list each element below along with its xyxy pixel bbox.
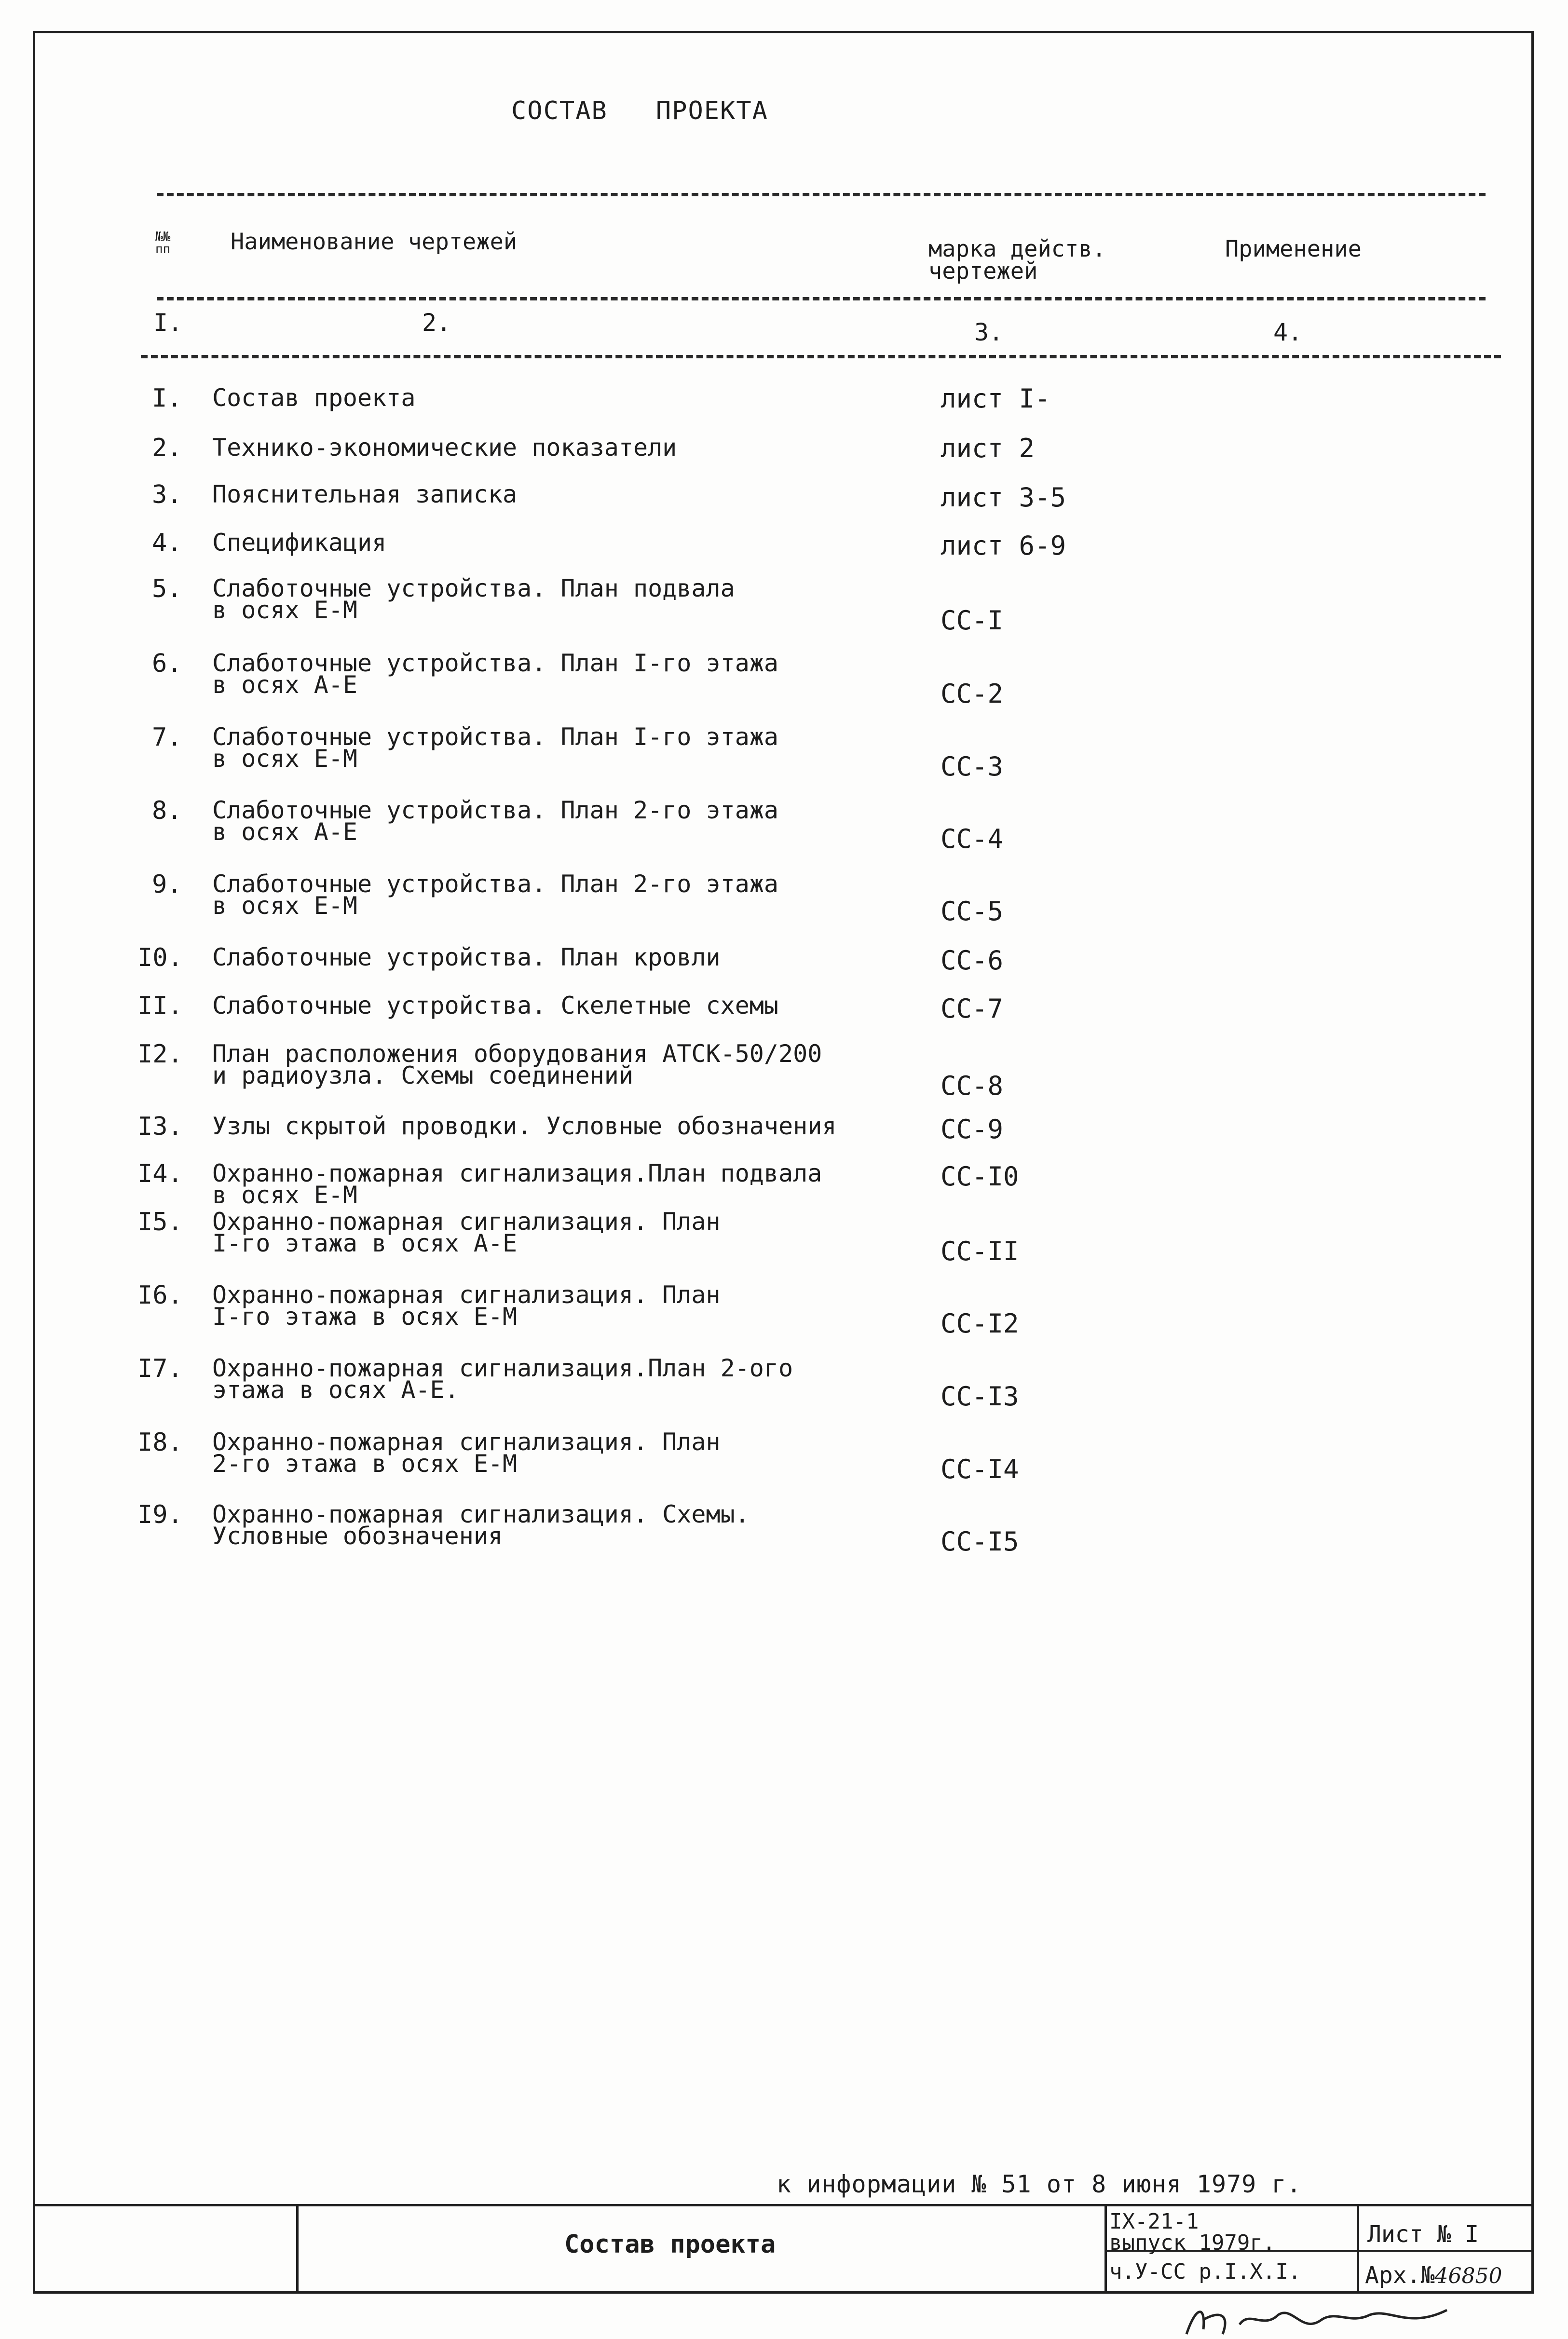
row-number: 6. — [152, 649, 182, 678]
row-drawing-mark: СС-I5 — [941, 1526, 1019, 1557]
row-drawing-name — [212, 1281, 936, 1331]
row-name-line1: Слаботочные устройства. План I-го этажа — [212, 723, 778, 751]
row-drawing-mark: СС-II — [941, 1236, 1019, 1266]
header-dashed-line-middle — [157, 297, 1486, 300]
title-block-top-line — [33, 2204, 1534, 2206]
row-name-line1: Состав проекта — [212, 384, 416, 412]
row-name-line2: в осях А-Е — [212, 671, 358, 699]
column-header-usage: Применение — [1225, 236, 1362, 262]
row-name-line1: Слаботочные устройства. Скелетные схемы — [212, 992, 778, 1020]
row-drawing-mark: СС-7 — [941, 993, 1004, 1024]
row-drawing-name — [212, 796, 936, 846]
column-header-mark-line1: марка действ. — [928, 236, 1106, 262]
row-name-line1: Слаботочные устройства. План кровли — [212, 943, 721, 971]
row-name-line1: Охранно-пожарная сигнализация. План — [212, 1208, 721, 1236]
row-drawing-mark: СС-I3 — [941, 1381, 1019, 1412]
header-dashed-line-top — [157, 193, 1486, 196]
row-name-line2: в осях Е-М — [212, 1181, 358, 1209]
row-drawing-name — [212, 386, 936, 410]
title-block-divider-2 — [1104, 2204, 1107, 2294]
row-name-line1: План расположения оборудования АТСК-50/200 — [212, 1040, 822, 1068]
row-drawing-name — [212, 870, 936, 920]
title-block-name: Состав проекта — [564, 2230, 776, 2259]
series-code: IX-21-1 — [1109, 2209, 1199, 2234]
row-name-line1: Слаботочные устройства. План I-го этажа — [212, 649, 778, 677]
row-name-line2: и радиоузла. Схемы соединений — [212, 1061, 633, 1089]
row-number: II. — [137, 992, 183, 1020]
row-number: 9. — [152, 870, 182, 899]
title-block-divider-3 — [1357, 2204, 1359, 2294]
information-reference: к информации № 51 от 8 июня 1979 г. — [777, 2170, 1302, 2198]
row-name-line1: Спецификация — [212, 529, 387, 557]
row-drawing-mark: СС-I2 — [941, 1308, 1019, 1339]
row-drawing-name — [212, 530, 936, 555]
row-drawing-name — [212, 1208, 936, 1257]
signature-icon — [1177, 2300, 1476, 2339]
row-drawing-name — [212, 1428, 936, 1478]
title-word-1: СОСТАВ — [511, 96, 608, 125]
row-name-line2: в осях А-Е — [212, 818, 358, 846]
row-name-line2: в осях Е-М — [212, 745, 358, 773]
row-number: I0. — [137, 943, 183, 972]
row-drawing-mark: СС-8 — [941, 1071, 1004, 1101]
row-drawing-mark: СС-4 — [941, 824, 1004, 854]
title-block-divider-1 — [296, 2204, 299, 2294]
row-number: I5. — [137, 1208, 183, 1237]
row-drawing-mark: СС-6 — [941, 945, 1004, 976]
frame-border-left — [33, 31, 35, 2294]
row-name-line2: в осях Е-М — [212, 892, 358, 920]
sheet-number: Лист № I — [1367, 2221, 1479, 2248]
row-drawing-mark: СС-I — [941, 605, 1004, 636]
row-drawing-mark: СС-I4 — [941, 1454, 1019, 1484]
frame-border-right — [1531, 31, 1534, 2294]
row-drawing-name — [212, 1159, 936, 1209]
row-drawing-name — [212, 723, 936, 773]
row-number: I3. — [137, 1112, 183, 1141]
column-number-2: 2. — [422, 309, 451, 337]
row-number: 5. — [152, 574, 182, 603]
row-number: 2. — [152, 434, 182, 462]
row-drawing-mark: СС-3 — [941, 751, 1004, 782]
row-name-line1: Пояснительная записка — [212, 480, 518, 508]
row-number: I. — [152, 384, 182, 413]
row-drawing-mark: лист I- — [941, 383, 1050, 414]
row-number: 3. — [152, 480, 182, 509]
column-number-1: I. — [153, 309, 183, 337]
title-word-2: ПРОЕКТА — [655, 96, 768, 125]
archive-number-field — [1365, 2262, 1502, 2289]
row-name-line1: Узлы скрытой проводки. Условные обозначения — [212, 1112, 837, 1140]
row-drawing-name — [212, 482, 936, 506]
column-header-mark-line2: чертежей — [928, 258, 1038, 285]
row-drawing-name — [212, 1354, 936, 1404]
row-drawing-name — [212, 574, 936, 624]
row-number: 4. — [152, 529, 182, 558]
title-block-part-code: ч.У-СС р.I.Х.I. — [1109, 2259, 1301, 2284]
row-name-line1: Охранно-пожарная сигнализация.План 2-ого — [212, 1354, 793, 1382]
row-name-line1: Слаботочные устройства. План 2-го этажа — [212, 796, 778, 824]
row-name-line1: Слаботочные устройства. План подвала — [212, 574, 735, 602]
row-name-line1: Технико-экономические показатели — [212, 434, 677, 462]
row-number: I2. — [137, 1040, 183, 1069]
row-drawing-name — [212, 993, 936, 1018]
title-block — [33, 2204, 1534, 2294]
row-name-line1: Слаботочные устройства. План 2-го этажа — [212, 870, 778, 898]
row-number: 7. — [152, 723, 182, 752]
row-number: I9. — [137, 1500, 183, 1529]
row-number: I8. — [137, 1428, 183, 1457]
row-drawing-mark: лист 6-9 — [941, 530, 1066, 561]
row-drawing-mark: СС-5 — [941, 896, 1004, 926]
row-name-line2: в осях Е-М — [212, 596, 358, 624]
row-name-line2: Условные обозначения — [212, 1522, 503, 1550]
page-title — [511, 96, 817, 125]
column-header-name: Наименование чертежей — [231, 229, 518, 255]
row-drawing-name — [212, 1040, 936, 1089]
column-header-number: №№ пп — [155, 230, 171, 257]
row-name-line1: Охранно-пожарная сигнализация. План — [212, 1428, 721, 1456]
row-name-line2: 2-го этажа в осях Е-М — [212, 1450, 518, 1478]
row-name-line2: I-го этажа в осях Е-М — [212, 1303, 518, 1331]
row-drawing-name — [212, 1500, 936, 1550]
header-dashed-line-bottom — [141, 355, 1501, 358]
archive-number: 46850 — [1434, 2264, 1502, 2288]
issue-year: выпуск 1979г. — [1109, 2230, 1276, 2255]
row-name-line1: Охранно-пожарная сигнализация. Схемы. — [212, 1500, 750, 1528]
row-drawing-mark: СС-9 — [941, 1114, 1004, 1144]
row-name-line2: этажа в осях А-Е. — [212, 1376, 459, 1404]
title-block-series-code — [1109, 2211, 1275, 2254]
archive-label: Арх.№ — [1365, 2262, 1435, 2289]
row-drawing-name — [212, 945, 936, 969]
row-drawing-mark: СС-2 — [941, 679, 1004, 709]
row-number: I6. — [137, 1281, 183, 1310]
row-name-line1: Охранно-пожарная сигнализация. План — [212, 1281, 721, 1309]
row-drawing-mark: лист 3-5 — [941, 482, 1066, 513]
row-drawing-mark: СС-I0 — [941, 1161, 1019, 1192]
row-name-line1: Охранно-пожарная сигнализация.План подвала — [212, 1159, 822, 1187]
row-drawing-name — [212, 435, 936, 460]
row-drawing-name — [212, 649, 936, 699]
row-drawing-name — [212, 1114, 936, 1138]
row-name-line2: I-го этажа в осях А-Е — [212, 1229, 518, 1257]
column-number-3: 3. — [974, 318, 1004, 346]
row-number: I4. — [137, 1159, 183, 1188]
row-drawing-mark: лист 2 — [941, 433, 1035, 463]
frame-border-top — [33, 31, 1534, 33]
column-number-4: 4. — [1273, 318, 1303, 346]
row-number: 8. — [152, 796, 182, 825]
row-number: I7. — [137, 1354, 183, 1383]
